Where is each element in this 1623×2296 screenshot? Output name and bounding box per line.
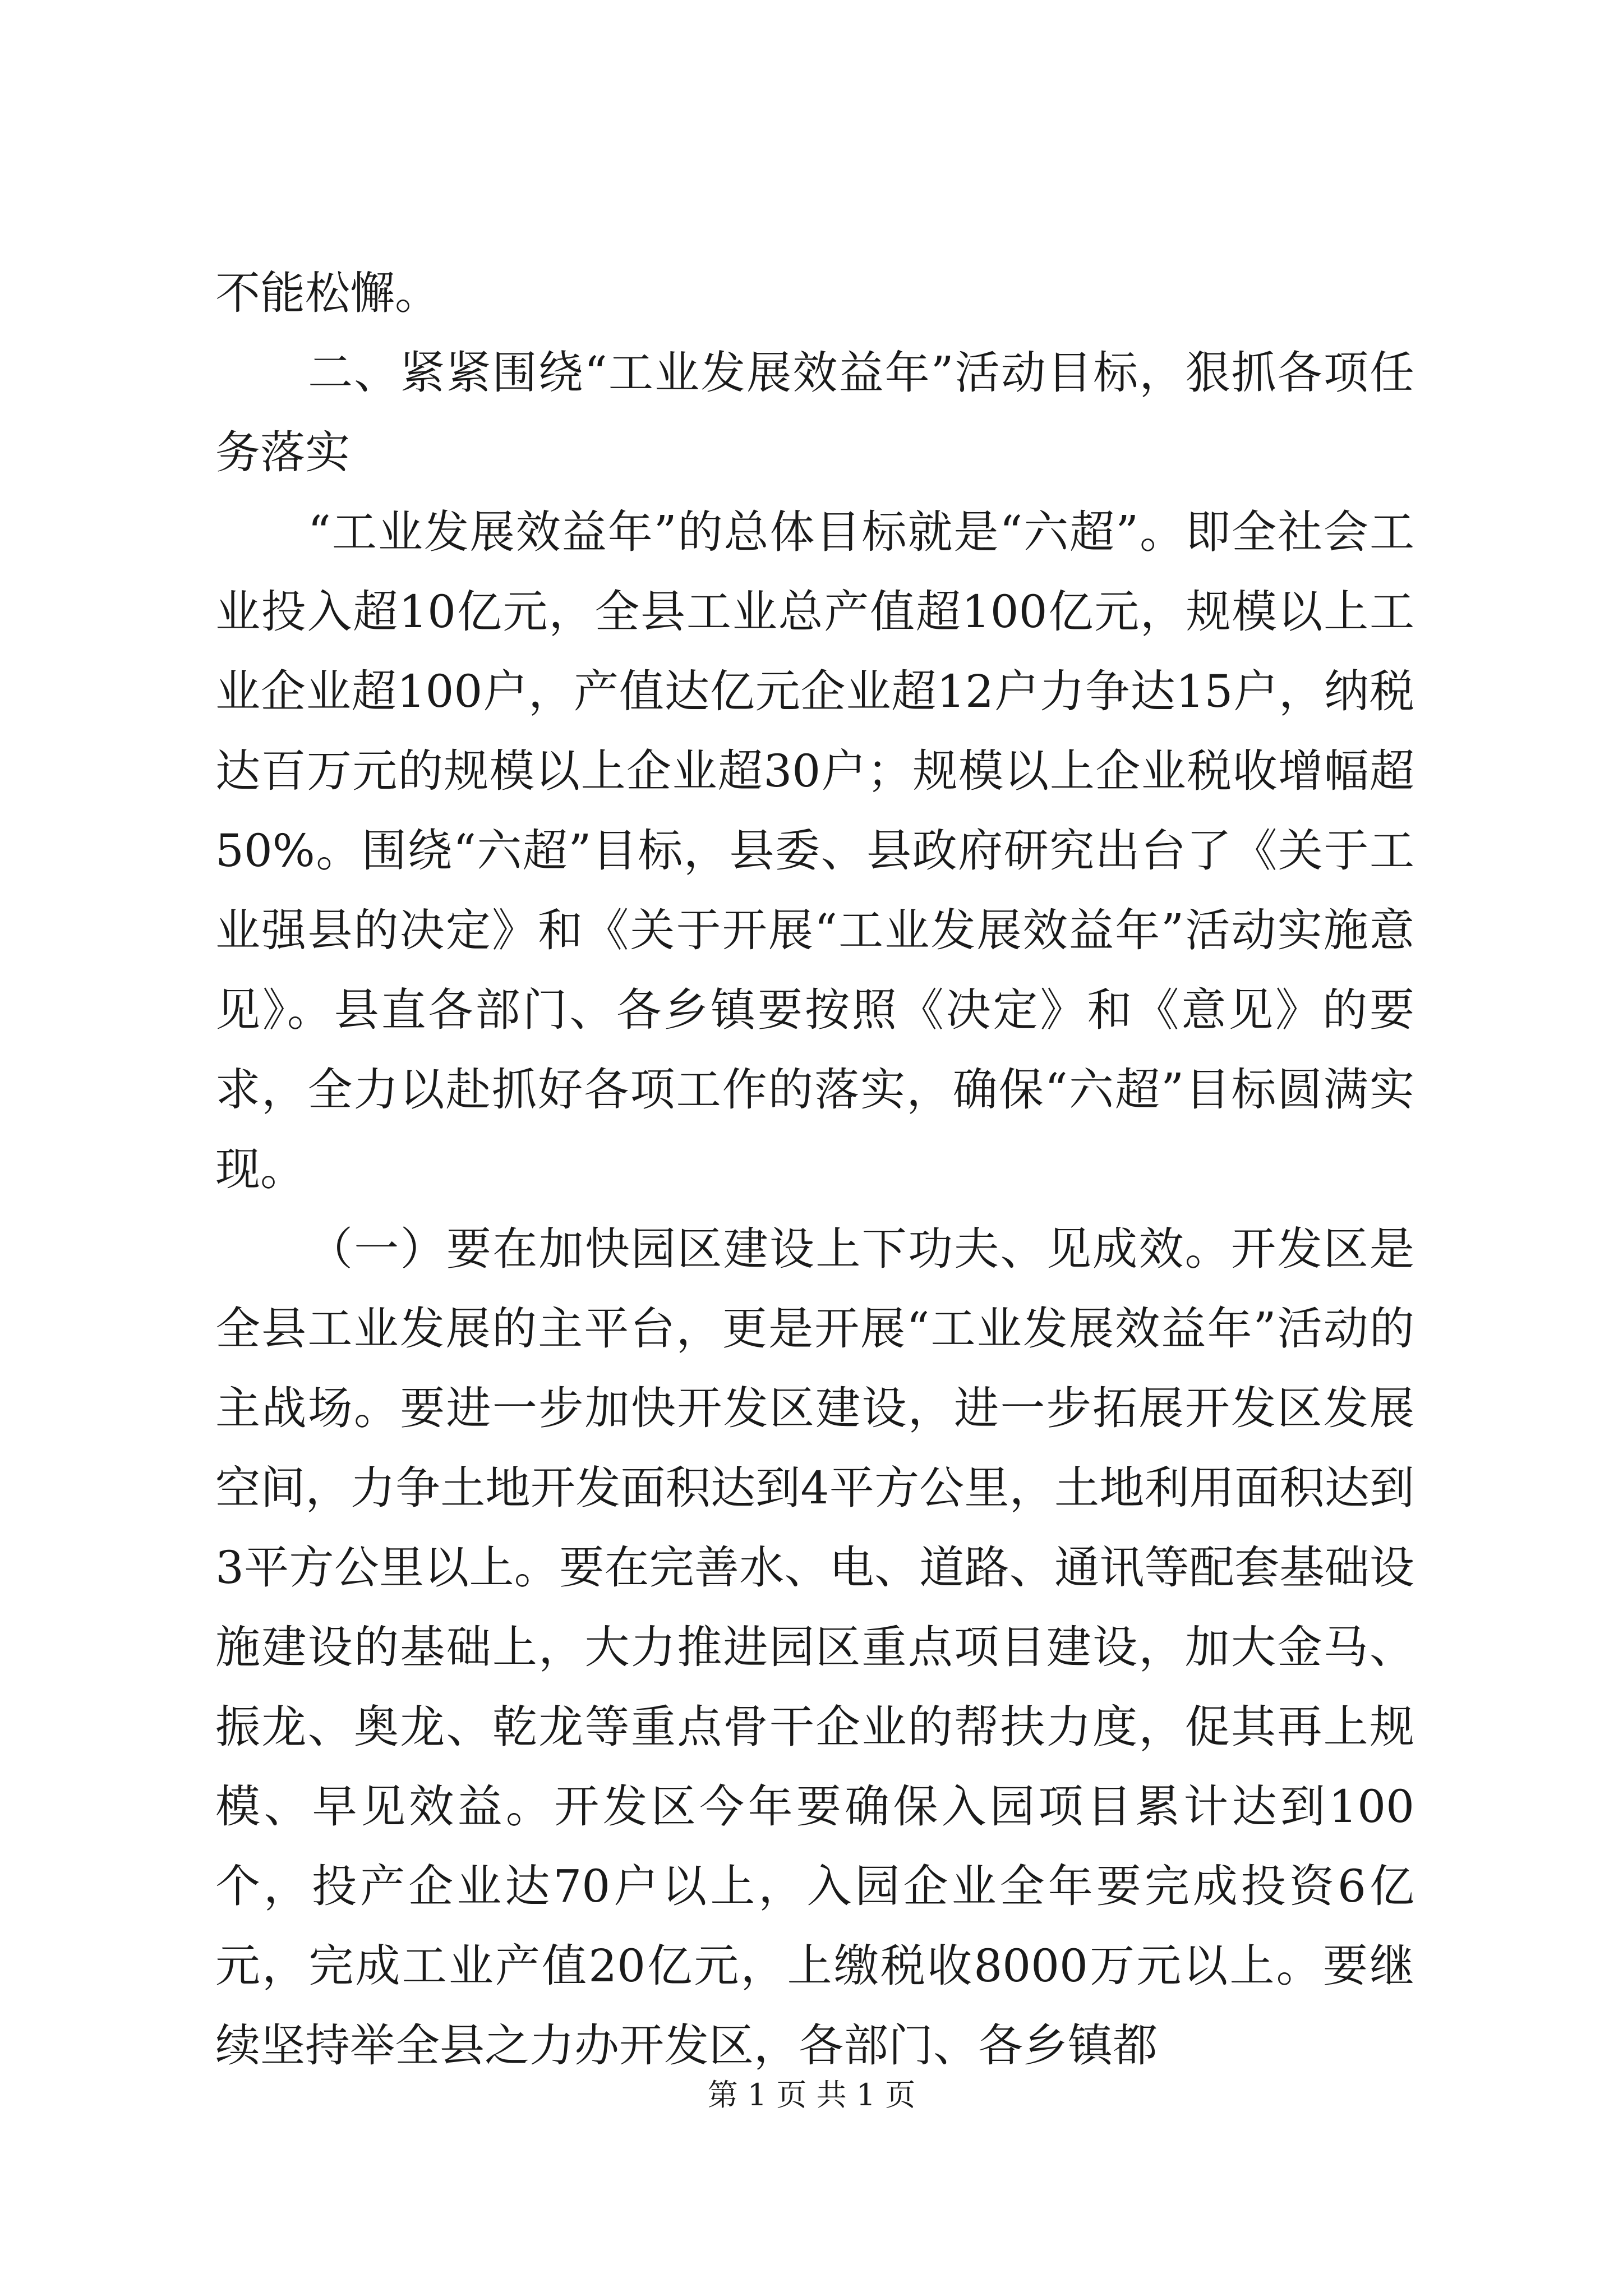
paragraph-park-construction: （一）要在加快园区建设上下功夫、见成效。开发区是全县工业发展的主平台，更是开展“工业发展效益年”活动的主战场。要进一步加快开发区建设，进一步拓展开发区发展空间，力争土地开发面积达到4平方公里，土地利用面积达到3平方公里以上。要在完善水、电、道路、通讯等配套基础设施建设的基础上，大力推进园区重点项目建设，加大金马、振龙、奥龙、乾龙等重点骨干企业的帮扶力度，促其再上规模、早见效益。开发区今年要确保入园项目累计达到100个，投产企业达70户以上，入园企业全年要完成投资6亿元，完成工业产值20亿元，上缴税收8000万元以上。要继续坚持举全县之力办开发区，各部门、各乡镇都 [215, 1223, 1414, 2072]
document-body [215, 254, 1414, 2086]
section-heading: 二、紧紧围绕“工业发展效益年”活动目标，狠抓各项任务落实 [215, 347, 1414, 478]
page-footer: 第 1 页 共 1 页 [707, 2077, 916, 2113]
paragraph-goals: “工业发展效益年”的总体目标就是“六超”。即全社会工业投入超10亿元，全县工业总产值超100亿元，规模以上工业企业超100户，产值达亿元企业超12户力争达15户，纳税达百万元的规模以上企业超30户；规模以上企业税收增幅超50%。围绕“六超”目标，县委、县政府研究出台了《关于工业强县的决定》和《关于开展“工业发展效益年”活动实施意见》。县直各部门、各乡镇要按照《决定》和《意见》的要求，全力以赴抓好各项工作的落实，确保“六超”目标圆满实现。 [215, 506, 1414, 1195]
paragraph-continuation: 不能松懈。 [215, 267, 440, 319]
